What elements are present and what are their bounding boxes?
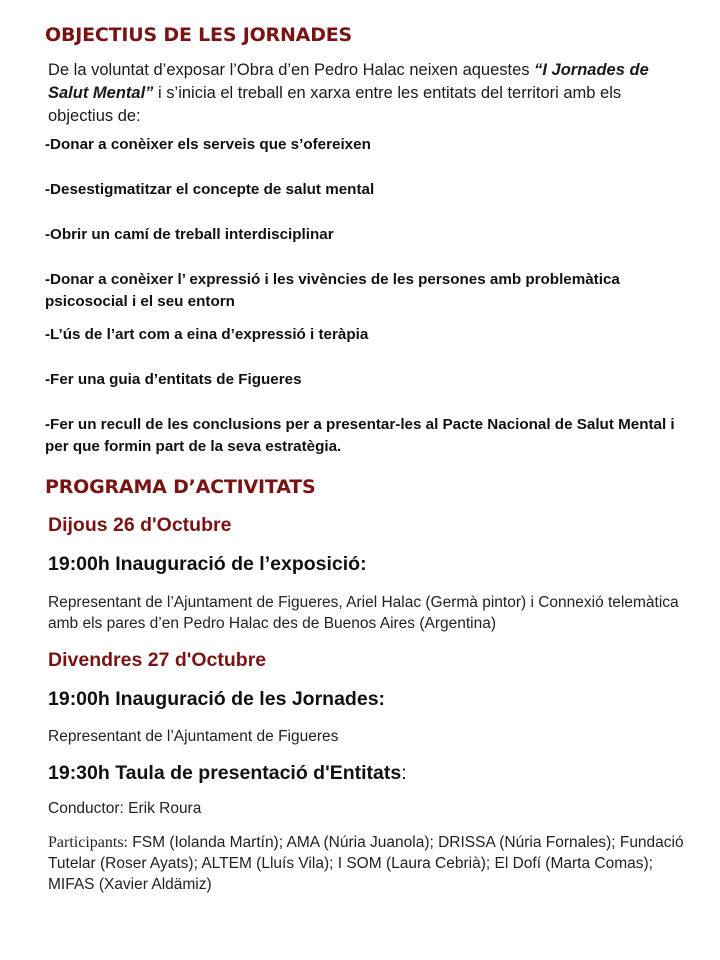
intro-paragraph: De la voluntat d’exposar l’Obra d’en Pedro Halac neixen aquestes “I Jornades de Salut Mental” i s’inicia el treball en xarxa entre les entitats del territori amb els objectius de: [48, 61, 649, 125]
programa-heading: PROGRAMA D’ACTIVITATS [45, 476, 316, 498]
objective-item: -Fer un recull de les conclusions per a presentar-les al Pacte Nacional de Salut Mental i per que formin part de la seva estratègia. [45, 416, 675, 455]
participants-label: Participants: [48, 834, 128, 851]
day1-event1-title: 19:00h Inauguració de l’exposició: [48, 553, 367, 575]
day1-event1-description: Representant de l’Ajuntament de Figueres, Ariel Halac (Germà pintor) i Connexió telemàtica amb els pares d’en Pedro Halac des de Buenos Aires (Argentina) [48, 594, 679, 632]
objective-item: -Obrir un camí de treball interdisciplinar [45, 226, 334, 243]
conductor: Conductor: Erik Roura [48, 800, 202, 817]
day2-event1-title: 19:00h Inauguració de les Jornades: [48, 688, 386, 710]
day2-event2-title: 19:30h Taula de presentació d'Entitats: [48, 762, 407, 784]
day2-event1-description: Representant de l’Ajuntament de Figueres [48, 728, 339, 745]
objective-item: -Donar a conèixer l’ expressió i les vivències de les persones amb problemàtica psicosocial i el seu entorn [45, 271, 620, 310]
objective-item: -Desestigmatitzar el concepte de salut mental [45, 181, 375, 198]
participants: Participants: FSM (Iolanda Martín); AMA (Núria Juanola); DRISSA (Núria Fornales); Fundació Tutelar (Roser Ayats); ALTEM (Lluís Vila); I SOM (Laura Cebrià); El Dofí (Marta Comas); MIFAS (Xavier Aldämiz) [48, 834, 684, 893]
objective-item: -Fer una guia d’entitats de Figueres [45, 371, 302, 388]
intro-emphasis: “I Jornades de Salut Mental” [48, 61, 649, 102]
objective-item: -Donar a conèixer els serveis que s’ofereixen [45, 136, 371, 153]
day1-date: Dijous 26 d'Octubre [48, 514, 232, 536]
objective-item: -L’ús de l’art com a eina d’expressió i teràpia [45, 326, 369, 343]
day2-date: Divendres 27 d'Octubre [48, 649, 267, 671]
objectius-heading: OBJECTIUS DE LES JORNADES [45, 24, 353, 46]
